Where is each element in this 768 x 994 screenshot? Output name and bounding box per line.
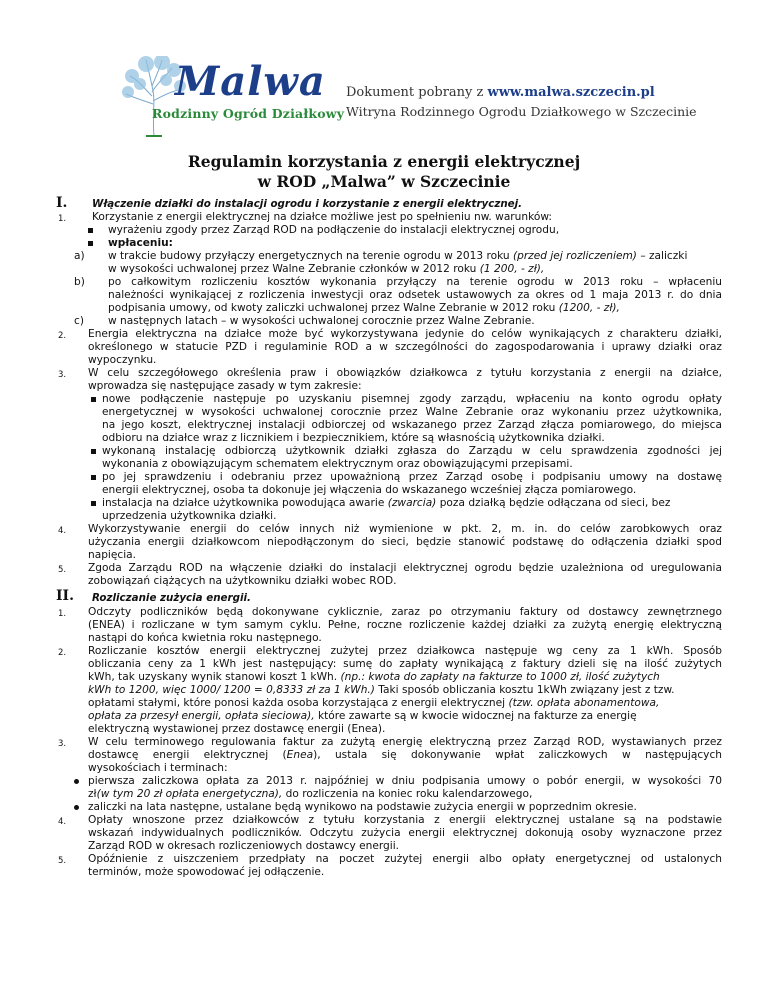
paragraph-line: należności wynikającej z rozliczenia inwestycji oraz odsetek ustawowych za okres od 1 maja 2013 r. do dnia [108,289,722,301]
paragraph-line: odbioru na działce wraz z licznikiem i bezpiecznikiem, które są własnością użytkownika działki. [102,432,605,444]
paragraph-line: określonego w statucie PZD i regulaminie ROD a w szczególności do zagospodarowania i uprawy działki oraz [88,341,722,353]
section-2-number: II. [56,588,74,604]
paragraph-line: wprowadza się następujące zasady w tym zakresie: [88,380,362,392]
item-number: 4. [58,526,67,536]
paragraph-line: w wysokości uchwalonej przez Walne Zebranie członków w 2012 roku (1 200, - zł), [108,263,545,275]
paragraph-line: W celu szczegółowego określenia praw i obowiązków działkowca z tytułu korzystania z energii na działce, [88,367,722,379]
item-number: 4. [58,817,67,827]
section-2-heading: Rozliczanie zużycia energii. [92,592,251,604]
document-title-line2: w ROD „Malwa” w Szczecinie [257,172,511,191]
paragraph-line: podpisania umowy, od kwoty zaliczki uchwalonej przez Walne Zebranie w 2012 roku (1200, - zł), [108,302,620,314]
paragraph-line: Wykorzystywanie energii do celów innych niż wymienione w pkt. 2, m. in. do celów zarobkowych oraz [88,523,722,535]
paragraph-line: wykonaną instalację odbiorczą użytkownik działki zgłasza do Zarządu w celu sprawdzenia zgodności jej [102,445,722,457]
paragraph-line: nowe podłączenie następuje po uzyskaniu pisemnej zgody zarządu, wpłaceniu na konto ogrodu opłaty [102,393,722,405]
round-bullet-icon [74,779,79,784]
paragraph-line: Odczyty podliczników będą dokonywane cyklicznie, zaraz po otrzymaniu faktury od dostawcy zewnętrznego [88,606,722,618]
paragraph-line: wyrażeniu zgody przez Zarząd ROD na podłączenie do instalacji elektrycznej ogrodu, [108,224,560,236]
paragraph-line: kWh, tak uzyskany wynik stanowi koszt 1 kWh. (np.: kwota do zapłaty na fakturze to 1000 zł, ilość zużytych [88,671,660,683]
paragraph-line: zł(w tym 20 zł opłata energetyczna), do rozliczenia na koniec roku kalendarzowego, [88,788,533,800]
paragraph-line: wysokościach i terminach: [88,762,228,774]
logo-wordmark: Malwa [175,58,326,105]
site-url-link[interactable]: www.malwa.szczecin.pl [487,85,655,100]
paragraph-line: W celu terminowego regulowania faktur za zużytą energię elektryczną przez Zarząd ROD, wystawianych przez [88,736,722,748]
paragraph-line: nastąpi do końca kwietnia roku następnego. [88,632,322,644]
round-bullet-icon [74,805,79,810]
downloaded-from-label: Dokument pobrany z [346,85,484,100]
section-1-number: I. [56,195,68,211]
paragraph-line: Opłaty wnoszone przez działkowców z tytułu korzystania z energii elektrycznej ustalane są na podstawie [88,814,722,826]
section-1-heading: Włączenie działki do instalacji ogrodu i korzystanie z energii elektrycznej. [92,198,523,210]
header-source-line [346,85,655,100]
paragraph-line: (ENEA) i rozliczane w tym samym cyklu. Pełne, roczne rozliczenie każdej działki za zużytą energię elektryczną [88,619,722,631]
paragraph-line: pierwsza zaliczkowa opłata za 2013 r. najpóźniej w dniu podpisania umowy o pobór energii, w wysokości 70 [88,775,722,787]
paragraph-line: w trakcie budowy przyłączy energetycznych na terenie ogrodu w 2013 roku (przed jej rozliczeniem) – zaliczki [108,250,688,262]
paragraph-line: terminów, może spowodować jej odłączenie. [88,866,325,878]
square-bullet-icon [91,501,96,506]
paragraph-line: energetycznej w wysokości uchwalonej corocznie przez Walne Zebranie oraz wykonaniu przez użytkownika, [102,406,722,418]
paragraph-line: w następnych latach – w wysokości uchwalonej corocznie przez Walne Zebranie. [108,315,535,327]
paragraph-line: wskazań indywidualnych podliczników. Odczytu zużycia energii elektrycznej dokonują osoby wyznaczone przez [88,827,722,839]
paragraph-line: wykonania z obowiązującym schematem elektrycznym oraz obowiązującymi przepisami. [102,458,573,470]
item-number: 2. [58,648,67,658]
paragraph-line: zobowiązań ciążących na użytkowniku działki wobec ROD. [88,575,397,587]
square-bullet-icon [88,228,93,233]
item-number: 5. [58,565,67,575]
paragraph-line: Zgoda Zarządu ROD na włączenie działki do instalacji elektrycznej ogrodu będzie uzależniona od uregulowania [88,562,722,574]
paragraph-line: na jego koszt, elektrycznej instalacji odbiorczej od wskazanego przez Zarząd złącza pomiarowego, do miejsca [102,419,722,431]
document-title-line1: Regulamin korzystania z energii elektrycznej [187,152,581,171]
paragraph-line: Rozliczanie kosztów energii elektrycznej zużytej przez działkowca następuje wg ceny za 1 kWh. Sposób [88,645,722,657]
paragraph-line: energii elektrycznej, osoba ta dokonuje jej włączenia do wskazanego wcześniej złącza pomiarowego. [102,484,637,496]
paragraph-line: uprzedzenia użytkownika działki. [102,510,277,522]
paragraph-line: Zarząd ROD w okresach rozliczeniowych dostawcy energii. [88,840,400,852]
paragraph-line: napięcia. [88,549,137,561]
header-site-name: Witryna Rodzinnego Ogrodu Działkowego w Szczecinie [346,104,697,119]
square-bullet-icon [91,397,96,402]
paragraph-line: wpłaceniu: [108,237,173,249]
paragraph-line: Korzystanie z energii elektrycznej na działce możliwe jest po spełnieniu nw. warunków: [92,211,552,223]
item-number: 5. [58,856,67,866]
paragraph-line: zaliczki na lata następne, ustalane będą wynikowo na podstawie zużycia energii w poprzednim okresie. [88,801,637,813]
item-letter: c) [74,315,84,327]
paragraph-line: wypoczynku. [88,354,157,366]
paragraph-line: opłata za przesył energii, opłata sieciowa), które zawarte są w kwocie widocznej na fakturze za energię [88,710,637,722]
item-number: 2. [58,331,67,341]
item-number: 1. [58,214,67,224]
square-bullet-icon [91,475,96,480]
paragraph-line: instalacja na działce użytkownika powodująca awarie (zwarcia) poza działką będzie odłączana od sieci, bez [102,497,671,509]
paragraph-line: dostawcę energii elektrycznej (Enea), ustala się dokonywanie wpłat zaliczkowych w następujących [88,749,722,761]
paragraph-line: kWh to 1200, więc 1000/ 1200 = 0,8333 zł za 1 kWh.) Taki sposób obliczania kosztu 1kWh związany jest z tzw. [88,684,675,696]
item-number: 3. [58,370,67,380]
square-bullet-icon [91,449,96,454]
paragraph-line: Energia elektryczna na działce może być wykorzystywana jedynie do celów wynikających z charakteru działki, [88,328,722,340]
paragraph-line: obliczania ceny za 1 kWh jest następujący: sumę do zapłaty wynikającą z faktury dzieli się na ilość zużytych [88,658,722,670]
paragraph-line: po całkowitym rozliczeniu kosztów wykonania przyłączy na terenie ogrodu w 2013 roku – wpłaceniu [108,276,722,288]
logo-subtitle: Rodzinny Ogród Działkowy [152,106,345,121]
paragraph-line: po jej sprawdzeniu i odebraniu przez upoważnioną przez Zarząd osobę i podpisaniu umowy na dostawę [102,471,722,483]
paragraph-line: opłatami stałymi, które ponosi każda osoba korzystająca z energii elektrycznej (tzw. opłata abonamentowa, [88,697,660,709]
item-number: 3. [58,739,67,749]
square-bullet-icon [88,241,93,246]
paragraph-line: elektryczną wystawionej przez dostawcę energii (Enea). [88,723,386,735]
paragraph-line: Opóźnienie z uiszczeniem przedpłaty na poczet zużytej energii albo opłaty energetycznej od ustalonych [88,853,722,865]
item-number: 1. [58,609,67,619]
paragraph-line: użyczania energii działkowcom niepodłączonym do sieci, będzie stanowić podstawę do odłączenia działki spod [88,536,722,548]
item-letter: a) [74,250,85,262]
item-letter: b) [74,276,85,288]
